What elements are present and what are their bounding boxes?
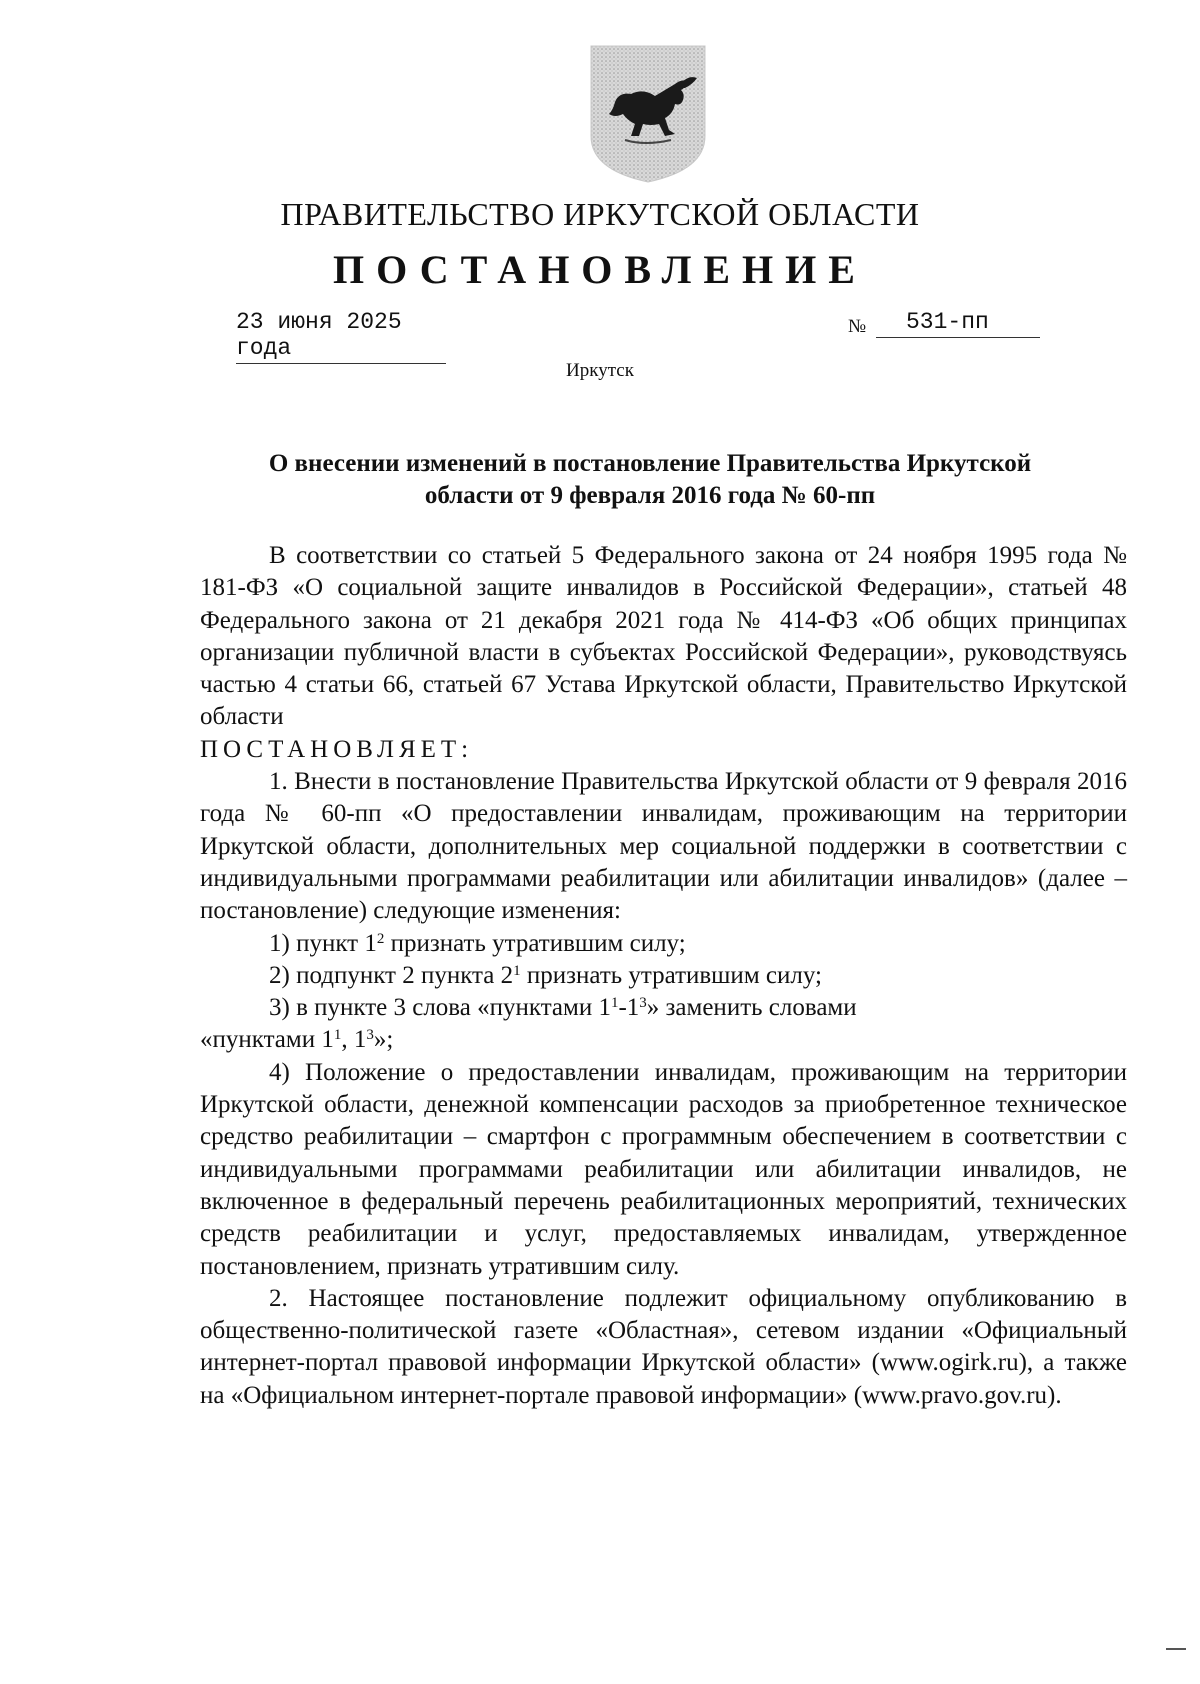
item-1-paragraph: 1. Внести в постановление Правительства Иркутской области от 9 февраля 2016 года № 60-пп «О предоставлении инвалидам, проживающим на территории Иркутской области, дополнительных мер социальной поддержки в соответствии с индивидуальными программами реабилитации или абилитации инвалидов» (далее – постановление) следующие изменения: — [200, 768, 1127, 925]
scan-edge-mark — [1166, 1648, 1186, 1650]
text-fragment: 1) пункт 1 — [269, 929, 377, 957]
superscript: 2 — [376, 930, 385, 947]
superscript: 1 — [333, 1027, 342, 1044]
document-body — [200, 540, 1127, 1412]
text-fragment: 3) в пункте 3 слова «пунктами 1 — [269, 994, 611, 1022]
superscript: 1 — [610, 994, 619, 1011]
subject-line: О внесении изменений в постановление Правительства Иркутской — [268, 450, 1032, 477]
document-subject — [200, 448, 1100, 512]
subitem-3 — [200, 992, 1127, 1024]
irkutsk-coat-of-arms-icon — [585, 44, 711, 184]
text-fragment: -1 — [618, 994, 640, 1022]
city-name: Иркутск — [566, 360, 634, 381]
number-sign: № — [848, 316, 867, 337]
subitem-4: 4) Положение о предоставлении инвалидам, проживающим на территории Иркутской области, денежной компенсации расходов за приобретенное техническое средство реабилитации – смартфон с программным обеспечением в соответствии с индивидуальными программами реабилитации или абилитации инвалидов, не включенное в федеральный перечень реабилитационных мероприятий, технических средств реабилитации и услуг, предоставляемых инвалидам, утвержденное постановлением, признать утратившим силу. — [200, 1058, 1127, 1280]
item-2-paragraph: 2. Настоящее постановление подлежит официальному опубликованию в общественно-политической газете «Областная», сетевом издании «Официальный интернет-портал правовой информации Иркутской области» (www.ogirk.ru), а также на «Официальном интернет-портале правовой информации» (www.pravo.gov.ru). — [200, 1284, 1127, 1409]
document-kind-title: ПОСТАНОВЛЕНИЕ — [333, 247, 867, 292]
subitem-1 — [200, 928, 1127, 960]
subitem-2 — [200, 960, 1127, 992]
decree-word: ПОСТАНОВЛЯЕТ: — [200, 735, 474, 763]
text-fragment: признать утратившим силу; — [384, 929, 686, 957]
text-fragment: »; — [373, 1026, 394, 1054]
subject-line: области от 9 февраля 2016 года № 60-пп — [424, 482, 876, 509]
superscript: 1 — [513, 962, 521, 979]
text-fragment: » заменить словами — [646, 994, 857, 1022]
superscript: 3 — [366, 1027, 374, 1044]
government-title: ПРАВИТЕЛЬСТВО ИРКУТСКОЙ ОБЛАСТИ — [280, 196, 920, 232]
text-fragment: признать утратившим силу; — [520, 961, 822, 989]
preamble-paragraph: В соответствии со статьей 5 Федерального закона от 24 ноября 1995 года № 181-ФЗ «О социальной защите инвалидов в Российской Федерации», статьей 48 Федерального закона от 21 декабря 2021 года № 414-ФЗ «Об общих принципах организации публичной власти в субъектах Российской Федерации», руководствуясь частью 4 статьи 66, статьей 67 Устава Иркутской области, Правительство Иркутской области — [200, 542, 1127, 731]
document-number: 531-пп — [876, 309, 1040, 338]
text-fragment: 2) подпункт 2 пункта 2 — [269, 961, 514, 989]
text-fragment: «пунктами 1 — [200, 1026, 334, 1054]
superscript: 3 — [639, 994, 647, 1011]
document-date: 23 июня 2025 года — [236, 309, 446, 364]
text-fragment: , 1 — [341, 1026, 367, 1054]
subitem-3-continuation — [200, 1024, 1127, 1056]
